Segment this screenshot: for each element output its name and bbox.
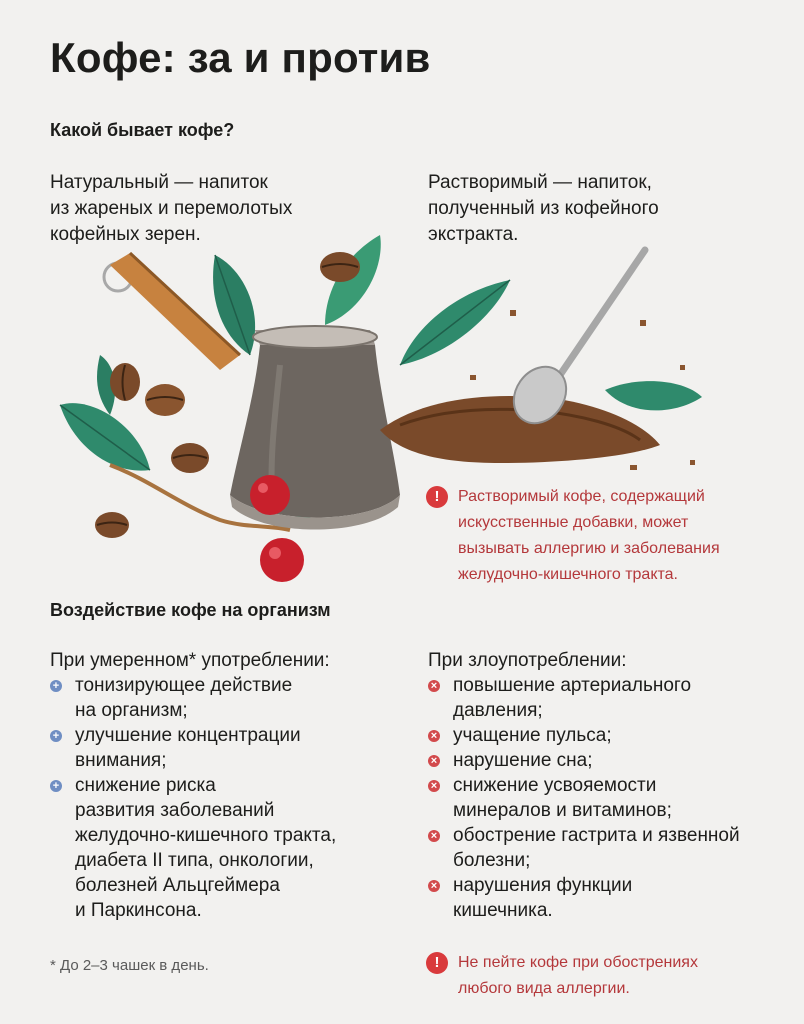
cross-icon: × [428,680,440,692]
list-item: × учащение пульса; [428,723,740,748]
cross-icon: × [428,730,440,742]
leaf-icon [605,381,702,410]
abuse-list [428,648,740,923]
moderate-use-list [50,648,336,923]
coffee-cherry-icon [250,475,290,515]
list-item: + тонизирующее действие на организм; [50,673,336,723]
moderate-use-lead: При умеренном* употреблении: [50,650,330,671]
plus-icon: + [50,730,62,742]
natural-coffee-description: Натуральный — напиток из жареных и перемолотых кофейных зерен. [50,172,293,245]
allergy-warning [426,950,698,1002]
coffee-types-heading: Какой бывает кофе? [50,120,235,140]
coffee-bean-icon [95,512,129,538]
warning-text: Не пейте кофе при обострениях любого вида аллергии. [458,954,698,997]
coffee-bean-icon [145,384,185,416]
plus-icon: + [50,680,62,692]
abuse-lead: При злоупотреблении: [428,650,627,671]
effects-heading: Воздействие кофе на организм [50,600,331,620]
exclamation-icon: ! [426,486,448,508]
cross-icon: × [428,755,440,767]
coffee-cherry-icon [260,538,304,582]
leaf-icon [60,403,150,471]
coffee-bean-icon [320,252,360,282]
leaf-icon [400,280,510,365]
cross-icon: × [428,880,440,892]
page-title: Кофе: за и против [50,34,431,81]
warning-text: Растворимый кофе, содержащий искусственные добавки, может вызывать аллергию и заболевания желудочно-кишечного тракта. [458,488,720,583]
coffee-bean-icon [171,443,209,473]
cross-icon: × [428,830,440,842]
list-item: + снижение риска развития заболеваний желудочно-кишечного тракта, диабета II типа, онкологии, болезней Альцгеймера и Паркинсона. [50,773,336,923]
exclamation-icon: ! [426,952,448,974]
list-item: + улучшение концентрации внимания; [50,723,336,773]
instant-coffee-description: Растворимый — напиток, полученный из кофейного экстракта. [428,172,659,245]
cross-icon: × [428,780,440,792]
list-item: × нарушение сна; [428,748,740,773]
list-item: × снижение усвояемости минералов и витаминов; [428,773,740,823]
instant-coffee-warning [426,484,720,588]
list-item: × повышение артериального давления; [428,673,740,723]
footnote: * До 2–3 чашек в день. [50,957,209,974]
plus-icon: + [50,780,62,792]
list-item: × обострение гастрита и язвенной болезни; [428,823,740,873]
list-item: × нарушения функции кишечника. [428,873,740,923]
coffee-bean-icon [110,363,140,401]
